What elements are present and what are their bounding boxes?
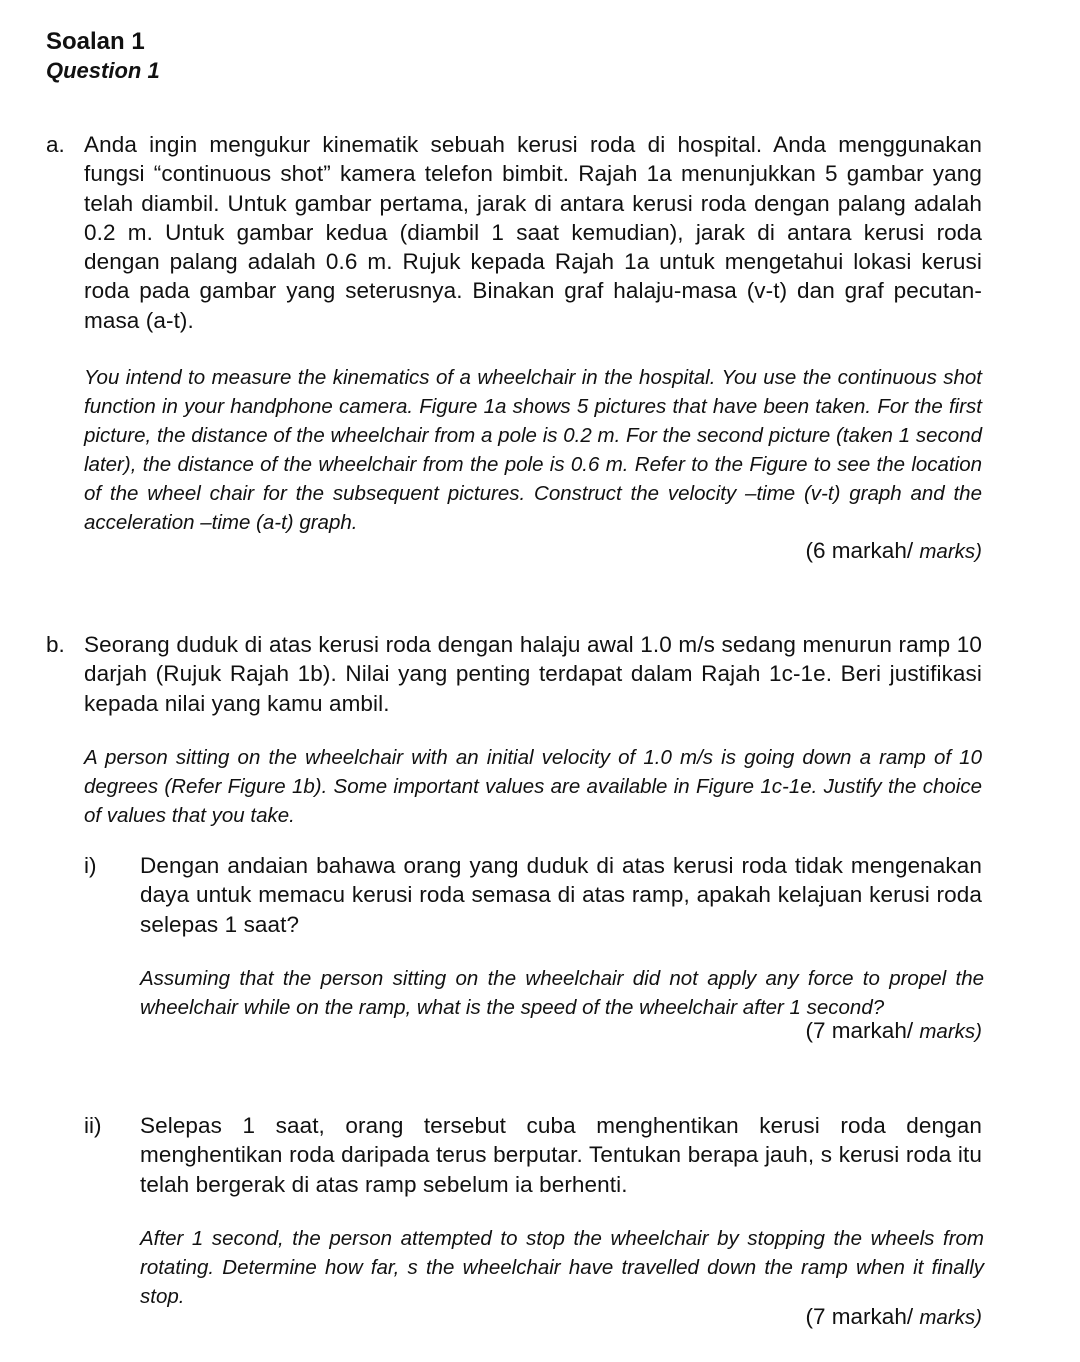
sub-i-marks-ms: (7 markah/ [805, 1018, 914, 1043]
part-a-marks [806, 538, 982, 564]
sub-ii-marks-ms: (7 markah/ [805, 1304, 914, 1329]
question-title-en: Question 1 [46, 58, 160, 83]
part-b-text-en: A person sitting on the wheelchair with an initial velocity of 1.0 m/s is going down a ramp of 10 degrees (Refer Figure 1b). Some important values are available in Figure 1c-1e. Justify the choice of values that you take. [84, 746, 982, 827]
sub-ii-label: ii) [84, 1113, 102, 1138]
sub-i-marks [806, 1018, 982, 1044]
part-a-text-en: You intend to measure the kinematics of a wheelchair in the hospital. You use the continuous shot function in your handphone camera. Figure 1a shows 5 pictures that have been taken. For the first picture, the distance of the wheelchair from a pole is 0.2 m. For the second picture (taken 1 second later), the distance of the wheelchair from the pole is 0.6 m. Refer to the Figure to see the location of the wheel chair for the subsequent pictures. Construct the velocity –time (v-t) graph and the acceleration –time (a-t) graph. [84, 366, 982, 534]
sub-ii-marks-en: marks) [919, 1306, 982, 1329]
part-a-text-ms: Anda ingin mengukur kinematik sebuah kerusi roda di hospital. Anda menggunakan fungsi “continuous shot” kamera telefon bimbit. Rajah 1a menunjukkan 5 gambar yang telah diambil. Untuk gambar pertama, jarak di antara kerusi roda dengan palang adalah 0.2 m. Untuk gambar kedua (diambil 1 saat kemudian), jarak di antara kerusi roda dengan palang adalah 0.6 m. Rujuk kepada Rajah 1a untuk mengetahui lokasi kerusi roda pada gambar yang seterusnya. Binakan graf halaju-masa (v-t) dan graf pecutan-masa (a-t). [84, 132, 982, 333]
part-b-label: b. [46, 632, 65, 657]
sub-i-text-en: Assuming that the person sitting on the wheelchair did not apply any force to propel the wheelchair while on the ramp, what is the speed of the wheelchair after 1 second? [140, 967, 984, 1019]
sub-i-text-ms: Dengan andaian bahawa orang yang duduk di atas kerusi roda tidak mengenakan daya untuk memacu kerusi roda semasa di atas ramp, apakah kelajuan kerusi roda selepas 1 saat? [140, 853, 982, 937]
part-a-marks-ms: (6 markah/ [805, 538, 914, 563]
sub-ii-text-en: After 1 second, the person attempted to stop the wheelchair by stopping the wheels from rotating. Determine how far, s the wheelchair have travelled down the ramp when it finally stop. [140, 1227, 984, 1308]
sub-i-marks-en: marks) [919, 1020, 982, 1043]
sub-ii-text-ms: Selepas 1 saat, orang tersebut cuba menghentikan kerusi roda dengan menghentikan roda daripada terus berputar. Tentukan berapa jauh, s kerusi roda itu telah bergerak di atas ramp sebelum ia berhenti. [140, 1113, 982, 1197]
part-a-label: a. [46, 132, 65, 157]
sub-ii-marks [806, 1304, 982, 1330]
sub-i-label: i) [84, 853, 97, 878]
part-a-marks-en: marks) [919, 540, 982, 563]
question-title-ms: Soalan 1 [46, 28, 145, 55]
part-b-text-ms: Seorang duduk di atas kerusi roda dengan halaju awal 1.0 m/s sedang menurun ramp 10 darjah (Rujuk Rajah 1b). Nilai yang penting terdapat dalam Rajah 1c-1e. Beri justifikasi kepada nilai yang kamu ambil. [84, 632, 982, 716]
